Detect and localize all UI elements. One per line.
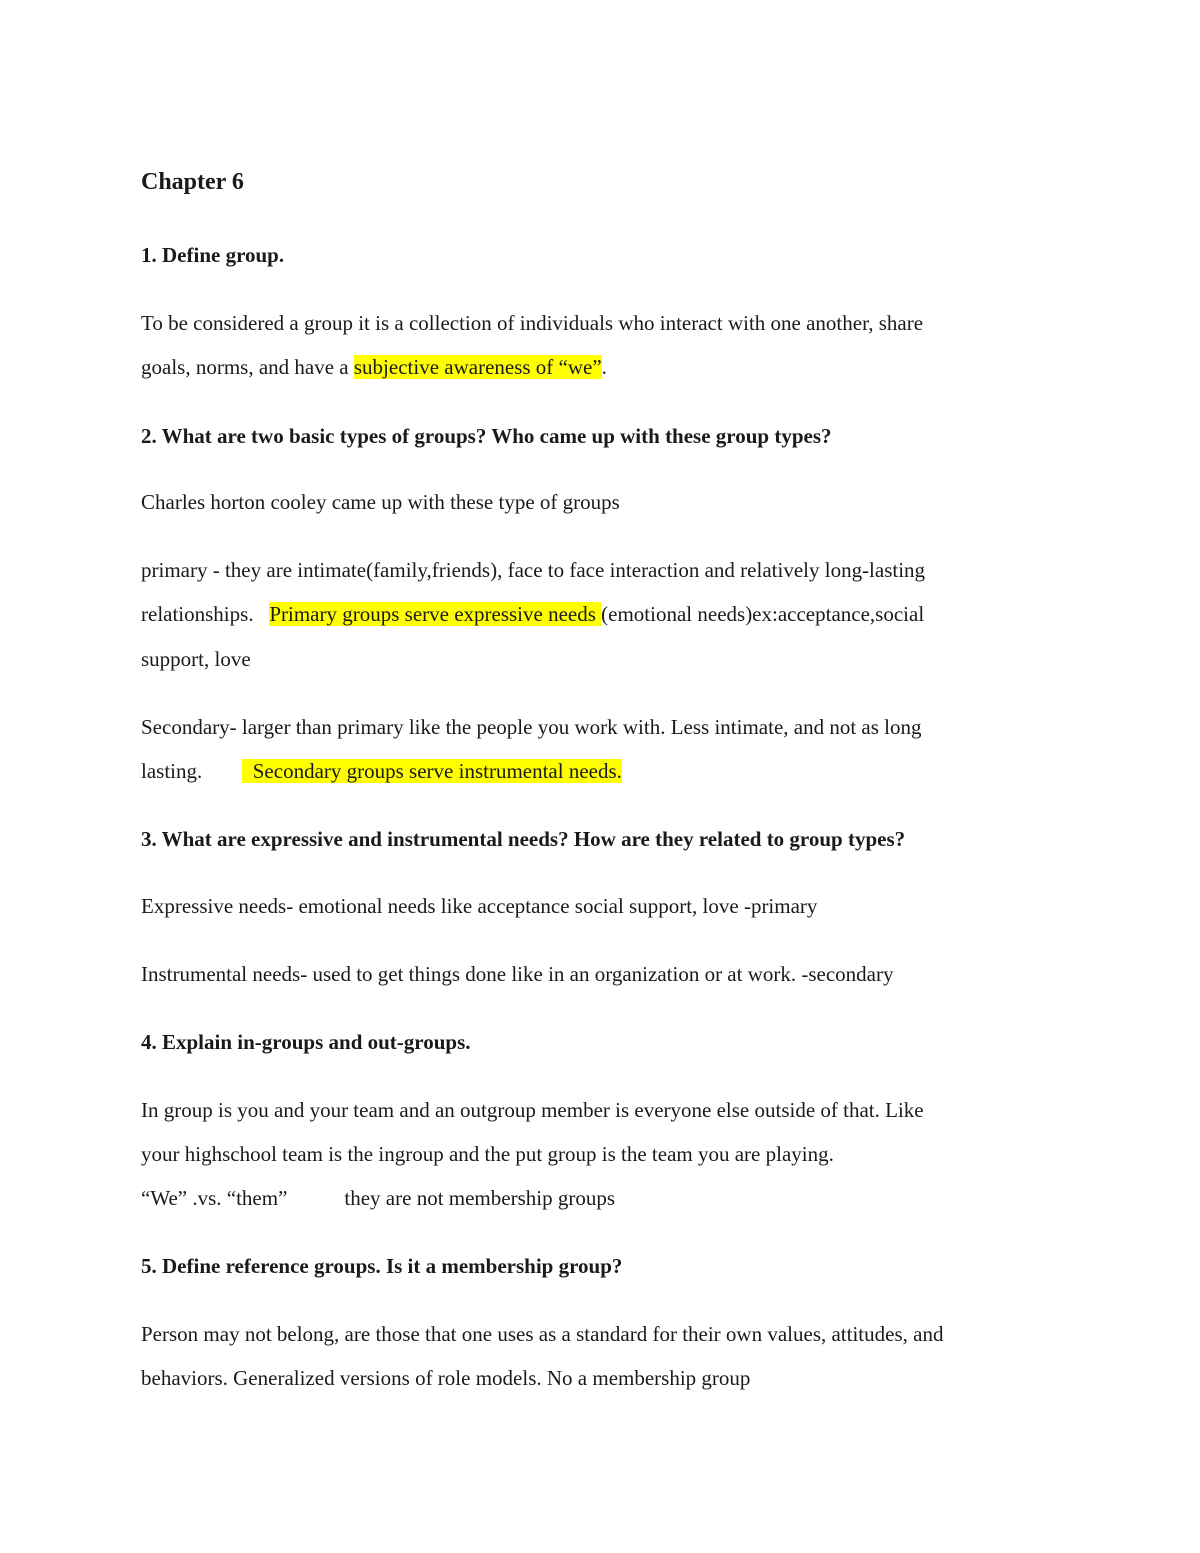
we-vs-them: “We” .vs. “them” [141, 1186, 288, 1210]
answer-2-line-1: Charles horton cooley came up with these type of groups [141, 490, 620, 514]
secondary-line-2 [141, 757, 622, 785]
primary-line-2 [141, 600, 924, 628]
answer-4-line-2: your highschool team is the ingroup and the put group is the team you are playing. [141, 1142, 834, 1166]
answer-1-text: goals, norms, and have a [141, 355, 354, 379]
answer-5-line-1: Person may not belong, are those that one uses as a standard for their own values, attitudes, and [141, 1322, 944, 1346]
question-3-heading: 3. What are expressive and instrumental needs? How are they related to group types? [141, 827, 906, 851]
primary-line-1: primary - they are intimate(family,friends), face to face interaction and relatively long-lasting [141, 558, 926, 582]
answer-4-line-3 [141, 1184, 615, 1212]
secondary-line-1: Secondary- larger than primary like the people you work with. Less intimate, and not as long [141, 715, 922, 739]
answer-4-line-1: In group is you and your team and an outgroup member is everyone else outside of that. Like [141, 1098, 924, 1122]
answer-1-line-1: To be considered a group it is a collection of individuals who interact with one another, share [141, 311, 924, 335]
question-4-heading: 4. Explain in-groups and out-groups. [141, 1030, 471, 1054]
highlighted-text: subjective awareness of “we” [353, 355, 602, 379]
question-1-heading: 1. Define group. [141, 243, 285, 267]
answer-3-line-2: Instrumental needs- used to get things done like in an organization or at work. -secondary [141, 962, 894, 986]
highlighted-text: Secondary groups serve instrumental needs. [242, 759, 622, 783]
answer-5-line-2: behaviors. Generalized versions of role models. No a membership group [141, 1366, 751, 1390]
answer-1-text-end: . [601, 355, 607, 379]
primary-text-end: (emotional needs)ex:acceptance,social [601, 602, 925, 626]
secondary-text: lasting. [141, 759, 203, 783]
primary-text: relationships. [141, 602, 270, 626]
question-5-heading: 5. Define reference groups. Is it a membership group? [141, 1254, 623, 1278]
chapter-title: Chapter 6 [141, 169, 244, 195]
answer-3-line-1: Expressive needs- emotional needs like acceptance social support, love -primary [141, 894, 818, 918]
primary-line-3: support, love [141, 647, 251, 671]
question-2-heading: 2. What are two basic types of groups? Who came up with these group types? [141, 424, 832, 448]
answer-1-line-2 [141, 353, 607, 381]
highlighted-text: Primary groups serve expressive needs [269, 602, 602, 626]
not-membership-note: they are not membership groups [344, 1186, 616, 1210]
